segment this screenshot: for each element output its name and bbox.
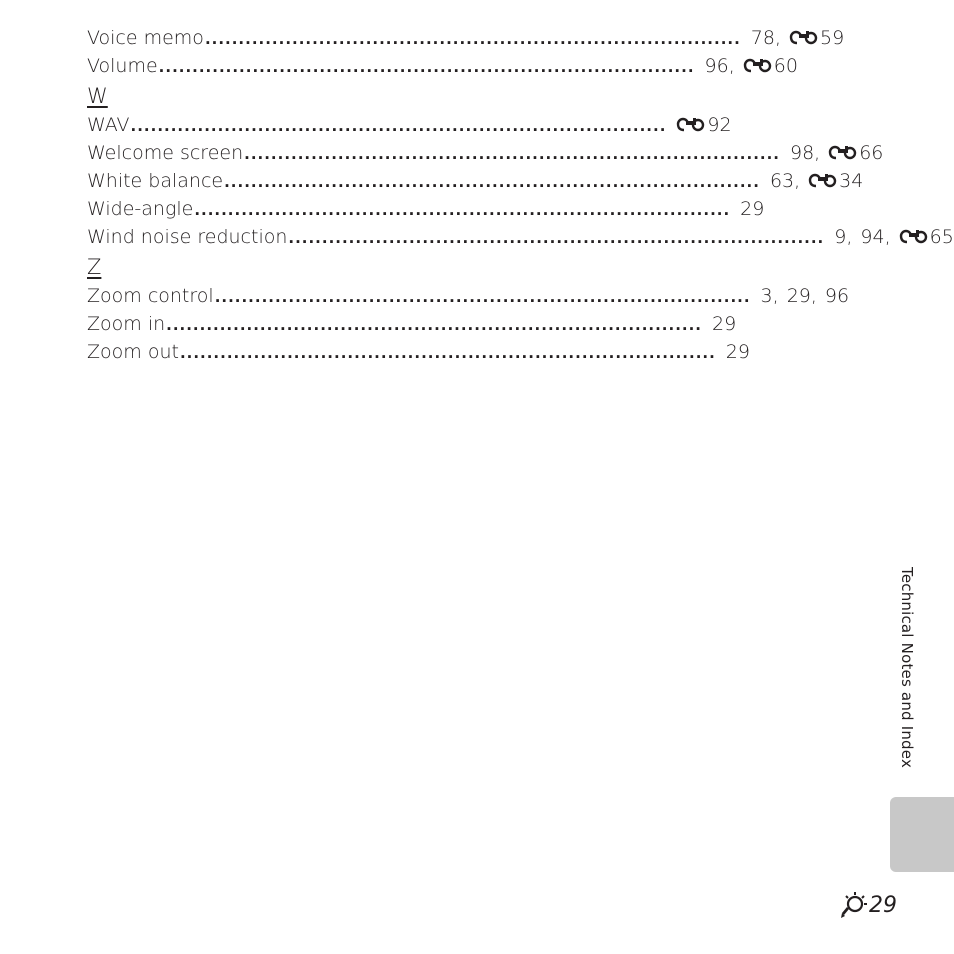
technical-notes-icon [840, 890, 868, 920]
index-entry [87, 52, 798, 80]
index-term: Wide-angle [87, 198, 194, 220]
dot-leader: ................................................................................ [244, 145, 780, 163]
reference-section-icon [789, 30, 817, 44]
page-number-ref: 65 [929, 226, 954, 248]
page-reference [899, 223, 954, 251]
index-term: White balance [87, 170, 224, 192]
page-reference [676, 111, 731, 139]
index-term: Volume [87, 55, 158, 77]
page-reference [808, 167, 863, 195]
page-reference [761, 282, 779, 310]
page-references [834, 223, 954, 251]
page-reference [787, 282, 817, 310]
section-side-label: Technical Notes and Index [898, 567, 916, 769]
page-references [770, 167, 863, 195]
page-number-ref: 34 [839, 170, 864, 192]
index-term: Voice memo [87, 27, 204, 49]
index-entry [87, 139, 884, 167]
dot-leader: ................................................................................ [130, 117, 667, 135]
page-number-ref: 96, [704, 55, 735, 77]
section-tab [890, 797, 954, 872]
index-term: Zoom in [87, 313, 166, 335]
page-number-ref: 94, [860, 226, 891, 248]
dot-leader: ................................................................................ [179, 344, 716, 362]
index-letter-heading: Z [87, 255, 102, 279]
index-entry [87, 338, 750, 366]
page-references [676, 111, 731, 139]
page-number-ref: 29 [725, 341, 750, 363]
page-reference [860, 223, 890, 251]
page-reference [770, 167, 800, 195]
page-footer [840, 890, 897, 920]
index-entry [87, 24, 845, 52]
page-references [705, 52, 798, 80]
page-references [761, 282, 850, 310]
page-reference [790, 139, 820, 167]
dot-leader: ................................................................................ [214, 288, 751, 306]
page-references [726, 338, 750, 366]
page-number-ref: 9, [834, 226, 853, 248]
index-entry [87, 282, 850, 310]
page-number-ref: 59 [820, 27, 845, 49]
page-reference [825, 282, 849, 310]
index-entry [87, 223, 954, 251]
index-column [87, 24, 954, 366]
index-entry [87, 195, 765, 223]
page-reference [712, 310, 736, 338]
dot-leader: ................................................................................ [288, 229, 825, 247]
page-number-ref: 92 [707, 114, 732, 136]
page-reference [751, 24, 781, 52]
reference-section-icon [808, 173, 836, 187]
dot-leader: ................................................................................ [204, 30, 741, 48]
dot-leader: ................................................................................ [158, 58, 695, 76]
index-entry [87, 111, 732, 139]
index-letter-heading: W [87, 84, 108, 108]
page-reference [828, 139, 883, 167]
page-number-ref: 78, [750, 27, 782, 49]
page-number-ref: 29, [786, 285, 817, 307]
page-number: 29 [869, 892, 897, 918]
reference-section-icon [743, 58, 771, 72]
dot-leader: ................................................................................ [194, 201, 731, 219]
page-number-ref: 29 [712, 313, 737, 335]
page-reference [834, 223, 852, 251]
page-references [790, 139, 883, 167]
page-references [740, 195, 764, 223]
index-term: Welcome screen [87, 142, 244, 164]
page-number-ref: 3, [760, 285, 779, 307]
reference-section-icon [828, 145, 856, 159]
page-number-ref: 96 [824, 285, 850, 307]
page-number-ref: 63, [769, 170, 801, 192]
page-number-ref: 60 [773, 55, 798, 77]
index-entry [87, 167, 864, 195]
page-references [751, 24, 844, 52]
page-references [712, 310, 736, 338]
page-reference [743, 52, 798, 80]
page-reference [726, 338, 750, 366]
dot-leader: ................................................................................ [224, 173, 760, 191]
index-entry [87, 310, 737, 338]
index-term: WAV [87, 114, 130, 136]
page-number-ref: 66 [859, 142, 884, 164]
index-term: Wind noise reduction [87, 226, 288, 248]
page-reference [705, 52, 735, 80]
page-reference [740, 195, 764, 223]
page-number-ref: 98, [789, 142, 821, 164]
reference-section-icon [899, 229, 927, 243]
page-reference [789, 24, 844, 52]
index-term: Zoom control [87, 285, 214, 307]
page-number-ref: 29 [740, 198, 765, 220]
dot-leader: ................................................................................ [166, 316, 702, 334]
reference-section-icon [676, 117, 704, 131]
index-term: Zoom out [87, 341, 179, 363]
